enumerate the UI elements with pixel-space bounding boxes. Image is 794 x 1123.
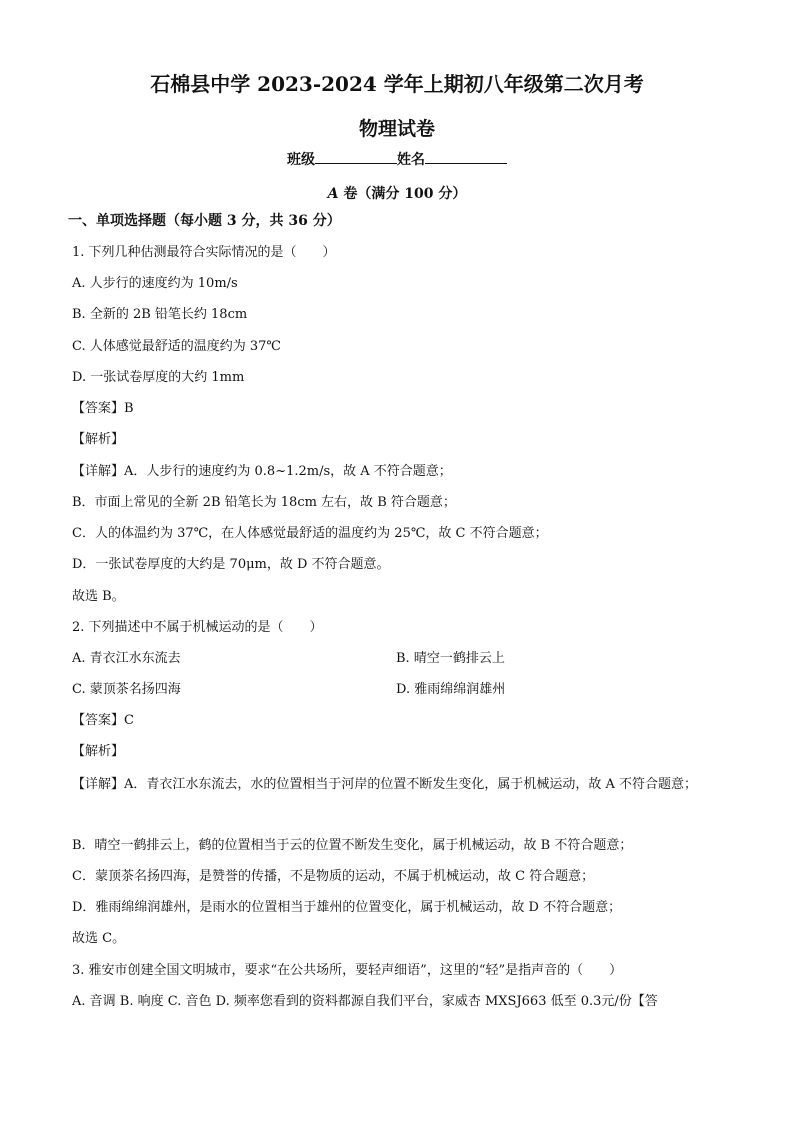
class-blank[interactable]: [315, 149, 397, 164]
q2-option-d: D. 雅雨绵绵润雄州: [396, 682, 506, 697]
q1-option-a: A. 人步行的速度约为 10m/s: [72, 276, 238, 291]
q2-stem: 2. 下列描述中不属于机械运动的是（ ）: [72, 620, 323, 635]
q1-conclusion: 故选 B。: [72, 589, 125, 604]
q2-answer: 【答案】C: [72, 713, 134, 728]
volume-text: 卷（满分 100 分）: [338, 186, 467, 202]
class-label: 班级: [287, 152, 315, 168]
volume-heading: [0, 183, 794, 203]
q2-option-c: C. 蒙顶茶名扬四海: [72, 682, 181, 697]
q1-detail-a: 【详解】A．人步行的速度约为 0.8~1.2m/s，故 A 不符合题意；: [72, 464, 452, 479]
q2-analysis-label: 【解析】: [72, 744, 125, 759]
q1-answer: 【答案】B: [72, 401, 134, 416]
q2-detail-c: C．蒙顶茶名扬四海，是赞誉的传播，不是物质的运动，不属于机械运动，故 C 符合题意；: [72, 869, 595, 884]
q1-option-b: B. 全新的 2B 铅笔长约 18cm: [72, 307, 248, 322]
q1-detail-c: C．人的体温约为 37℃，在人体感觉最舒适的温度约为 25℃，故 C 不符合题意；: [72, 526, 548, 541]
q2-option-b: B. 晴空一鹤排云上: [396, 651, 505, 666]
q2-conclusion: 故选 C。: [72, 931, 126, 946]
q2-option-a: A. 青衣江水东流去: [72, 651, 181, 666]
q2-options-row-1: [72, 650, 732, 668]
name-label: 姓名: [397, 152, 425, 168]
section-heading: 一、单项选择题（每小题 3 分，共 36 分）: [68, 213, 341, 229]
q1-detail-b: B．市面上常见的全新 2B 铅笔长为 18cm 左右，故 B 符合题意；: [72, 495, 456, 510]
q3-stem: 3. 雅安市创建全国文明城市，要求“在公共场所，要轻声细语”，这里的“轻”是指声音的（ ）: [72, 963, 623, 978]
name-blank[interactable]: [425, 149, 507, 164]
volume-letter: A: [327, 186, 339, 202]
q1-option-c: C. 人体感觉最舒适的温度约为 37℃: [72, 339, 281, 354]
q2-detail-d: D．雅雨绵绵润雄州，是雨水的位置相当于雄州的位置变化，属于机械运动，故 D 不符合题意；: [72, 900, 622, 915]
student-info-row: [0, 149, 794, 169]
q2-detail-a: 【详解】A．青衣江水东流去，水的位置相当于河岸的位置不断发生变化，属于机械运动，故 A 不符合题意；: [72, 777, 698, 792]
q2-detail-b: B．晴空一鹤排云上，鹤的位置相当于云的位置不断发生变化，属于机械运动，故 B 不符合题意；: [72, 838, 633, 853]
q1-option-d: D. 一张试卷厚度的大约 1mm: [72, 370, 245, 385]
q1-analysis-label: 【解析】: [72, 432, 125, 447]
exam-title: 石棉县中学 2023-2024 学年上期初八年级第二次月考: [150, 72, 644, 96]
exam-subject: 物理试卷: [358, 118, 435, 140]
q1-stem: 1. 下列几种估测最符合实际情况的是（ ）: [72, 245, 336, 260]
q2-options-row-2: [72, 681, 732, 699]
q3-options-line: A. 音调 B. 响度 C. 音色 D. 频率您看到的资料都源自我们平台，家威杏 MXSJ663 低至 0.3元/份【答: [72, 994, 658, 1009]
q1-detail-d: D．一张试卷厚度的大约是 70μm，故 D 不符合题意。: [72, 557, 390, 572]
